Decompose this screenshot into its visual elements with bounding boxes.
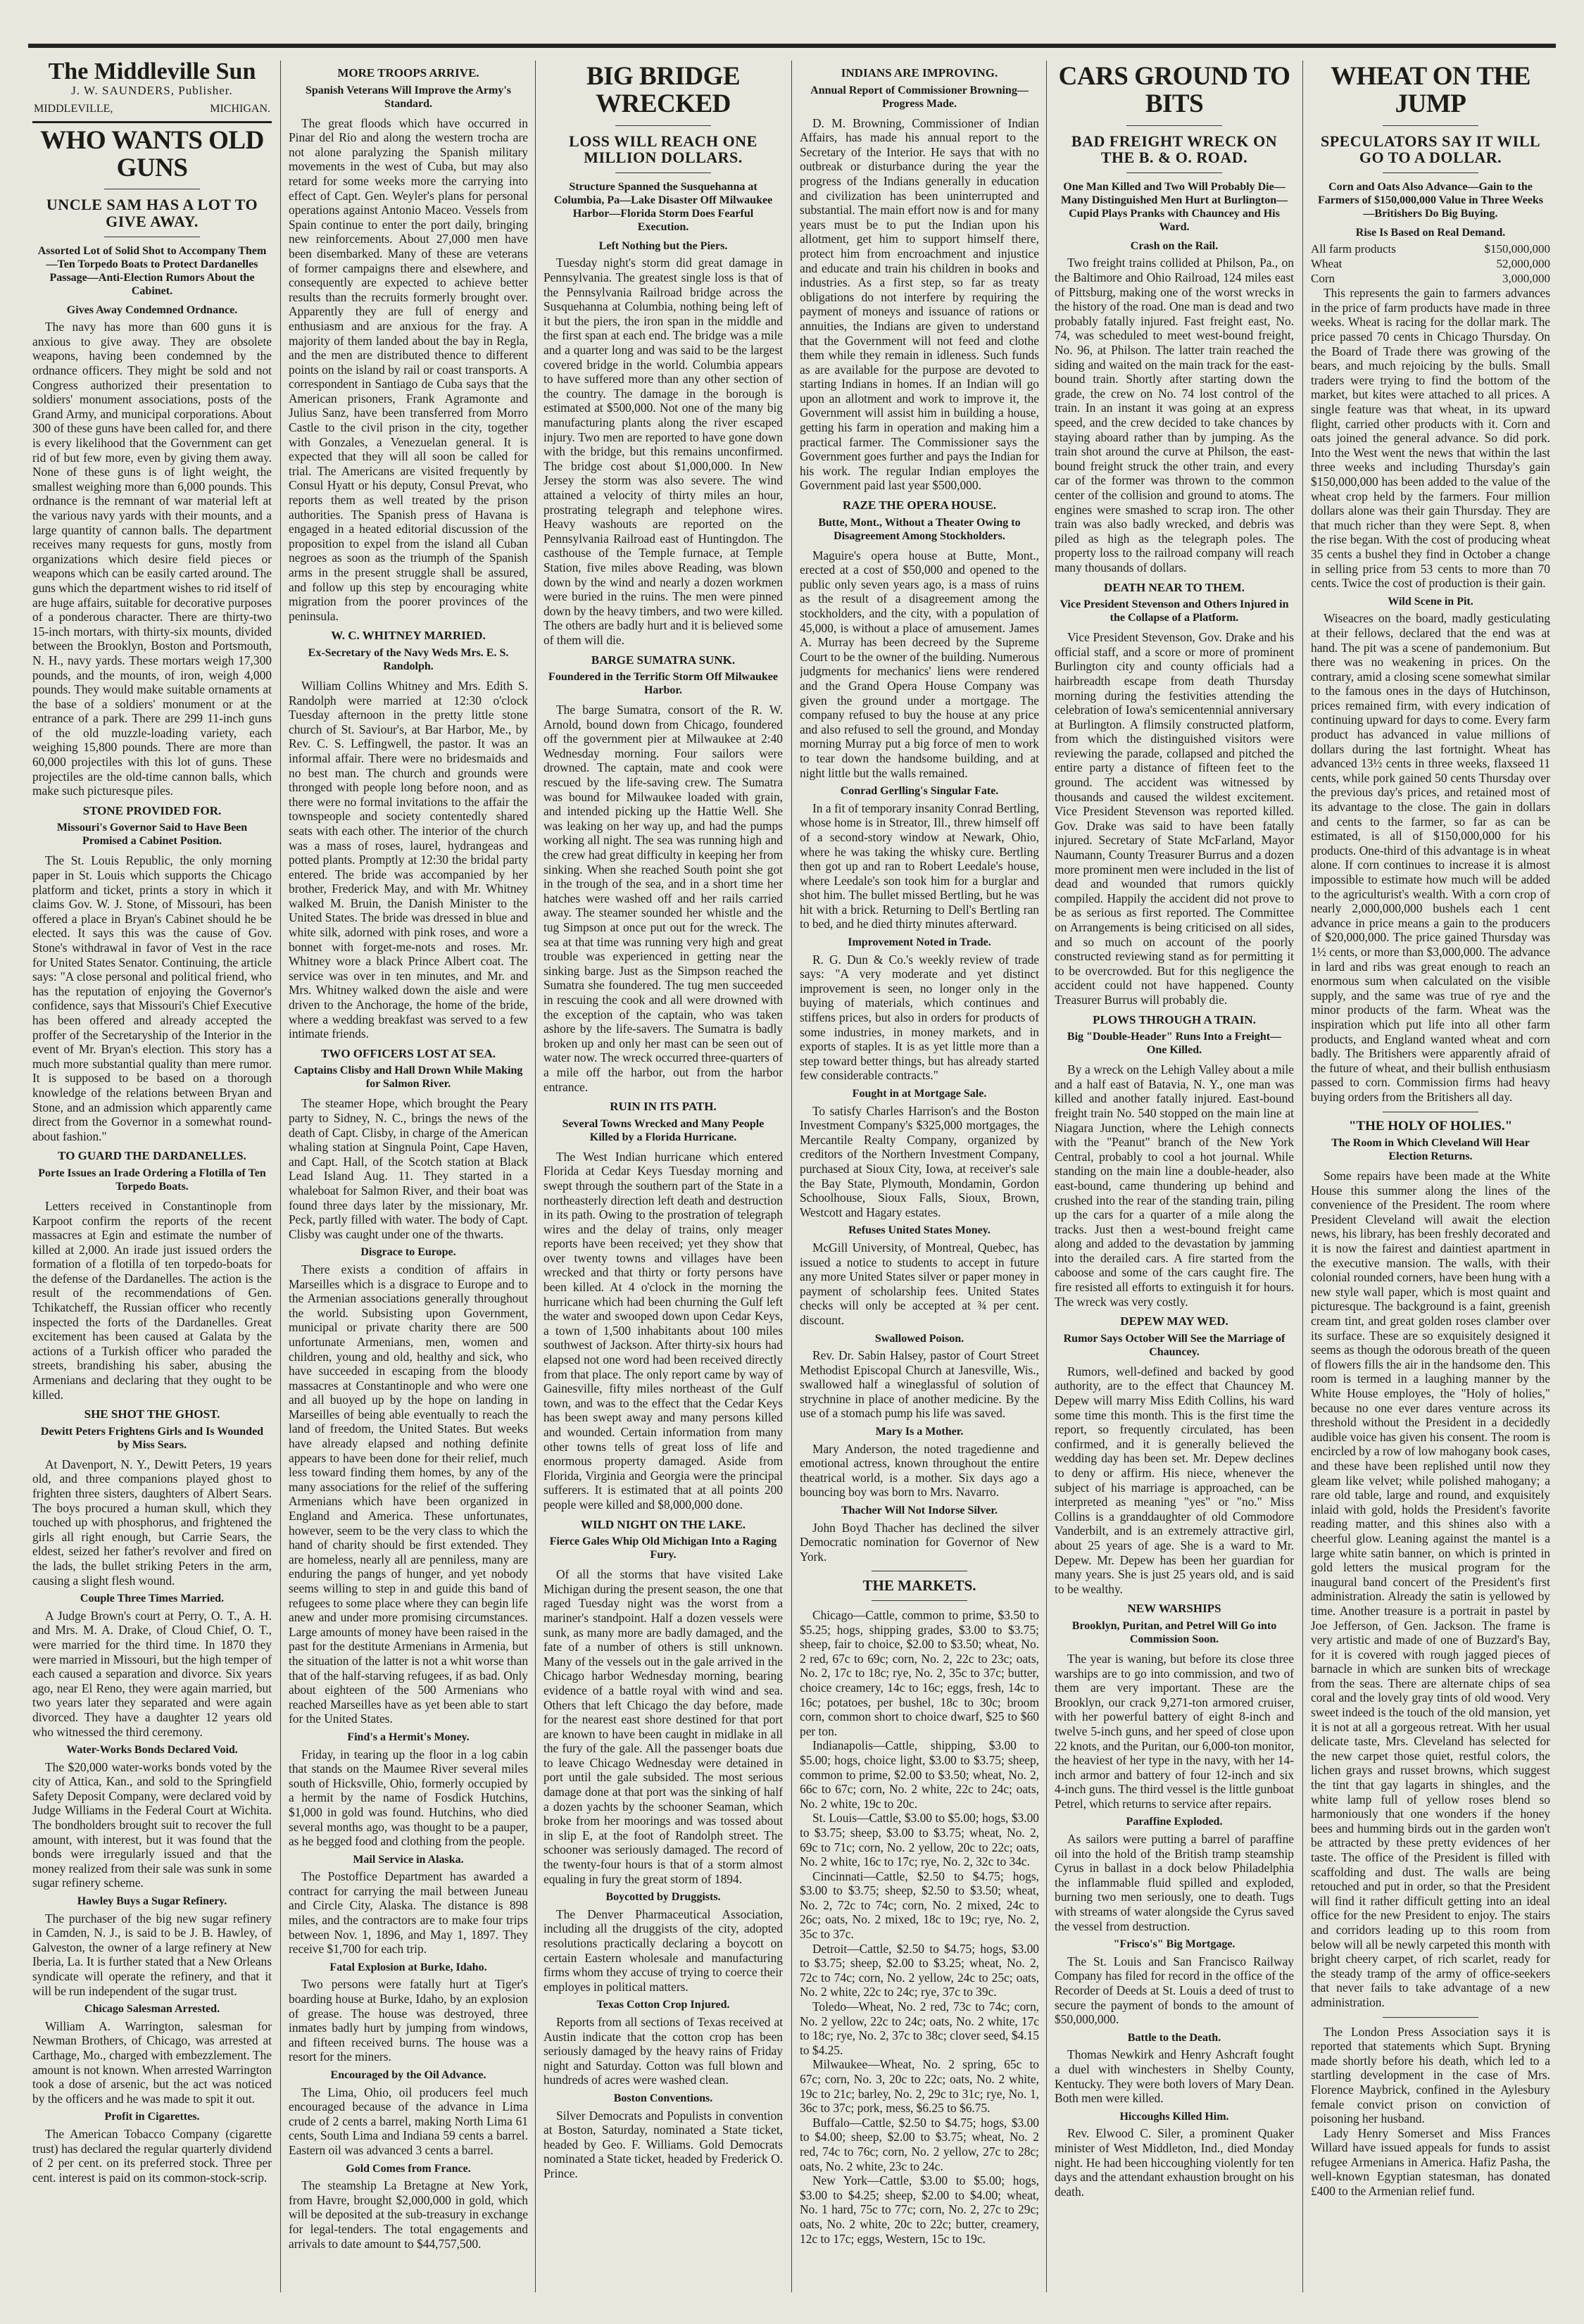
article-body: D. M. Browning, Commissioner of Indian Affairs, has made his annual report to the Secretary of the Interior. He says that with no outbreak or disturbance during the year the progress of the Indians generally in education and civilization has been uninterrupted and substantial. The main effort now is and for many years must be to put the Indian upon his allotment, get him to support himself there, protect him from encroachment and injustice and educate and train his children in books and industries. As a first step, so far as treaty obligations do not interfere by requiring the payment of moneys and issuance of rations or annuities, the Indians are given to understand that the Government will not feed and clothe them while they remain in idleness. Such funds as are available for the purpose are devoted to starting Indians in homes. If an Indian will go upon an allotment and work to improve it, the Government will assist him in building a house, getting his farm in operation and making him a practical farmer. The Commissioner says the Government goes further and pays the Indian for his work. The regular Indian employes the Government paid last year $500,000. xyxy=(800,115,1039,493)
deck: Corn and Oats Also Advance—Gain to the Farmers of $150,000,000 Value in Three Weeks—Britishers Do Big Buying. xyxy=(1318,180,1543,220)
article-body: Silver Democrats and Populists in convention at Boston, Saturday, nominated a State ticket, headed by Geo. F. Williams. Gold Democrats nominated a State ticket, headed by Frederick O. Prince. xyxy=(543,2108,783,2180)
article-deck: Brooklyn, Puritan, and Petrel Will Go into Commission Soon. xyxy=(1071,1619,1277,1645)
article-deck: Fierce Gales Whip Old Michigan Into a Raging Fury. xyxy=(549,1535,777,1562)
section-title: Boycotted by Druggists. xyxy=(605,1891,721,1904)
section-title: Fought in at Mortgage Sale. xyxy=(852,1088,987,1100)
article-deck: Big "Double-Header" Runs Into a Freight—One Killed. xyxy=(1067,1031,1282,1057)
article-body: The steamship La Bretagne at New York, from Havre, brought $2,000,000 in gold, which will be deposited at the sub-treasury in exchange for legal-tenders. The total engagements and arrivals to date amount to $44,757,500. xyxy=(289,2178,528,2251)
farm-gain-row xyxy=(1311,272,1550,287)
section-title: Improvement Noted in Trade. xyxy=(848,936,991,949)
dateline xyxy=(34,102,270,117)
article-body: William A. Warrington, salesman for Newman Brothers, of Chicago, was arrested at Carthage, Mo., charged with embezzlement. The amount is not known. When arrested Warrington took a dose of arsenic, but the act was noticed by the officers and he was made to spit it out. xyxy=(32,2018,272,2106)
article-deck: Missouri's Governor Said to Have Been Promised a Cabinet Position. xyxy=(56,822,248,848)
column-6 xyxy=(1311,61,1550,2292)
separator xyxy=(1383,172,1478,173)
article-deck: Dewitt Peters Frightens Girls and Is Wounded by Miss Sears. xyxy=(40,1425,264,1451)
article-body: By a wreck on the Lehigh Valley about a mile and a half east of Batavia, N. Y., one man was killed and another fatally injured. East-bound freight train No. 540 stopped on the main line at Niagara Junction, where the Lehigh connects with the "Peanut" branch of the New York Central, probably to cool a hot journal. While standing on the main line a double-header, also east-bound, came thundering up behind and crushed into the rear of the standing train, piling up the cars for a quarter of a mile along the tracks. Just then a west-bound freight came along and added to the devastation by jamming into the derailed cars. A fire started from the caboose and some of the cars caught fire. The fire resisted all efforts to extinguish it for hours. The wreck was very costly. xyxy=(1055,1062,1294,1309)
separator xyxy=(1126,125,1222,126)
article-body: The London Press Association says it is reported that statements which Supt. Bryning made shortly before his death, which led to a startling development in the case of Mrs. Florence Maybrick, confined in the Aylesbury female convict prison on conviction of poisoning her husband. xyxy=(1311,2024,1550,2126)
markets-list xyxy=(800,1608,1039,2246)
market-report: Cincinnati—Cattle, $2.50 to $4.75; hogs, $3.00 to $3.75; sheep, $2.50 to $3.50; wheat, No. 2, 72c to 74c; corn, No. 2 mixed, 24c to 26c; oats, No. 2 mixed, 18c to 19c; rye, No. 2, 35c to 37c. xyxy=(800,1868,1039,1942)
article-body: Two freight trains collided at Philson, Pa., on the Baltimore and Ohio Railroad, 124 miles east of Pittsburg, making one of the worst wrecks in the history of the road. One man is dead and two probably fatally injured. Fast freight east, No. 74, was scheduled to meet west-bound freight, No. 96, at Philson. The latter train reached the siding and waited on the main track for the east-bound train. Shortly after starting down the grade, the crew on No. 74 lost control of the train. In an instant it was going at an express speed, and the crew decided to take chances by staying aboard rather than by jumping. As the train shot around the curve at Philson, the east-bound freight struck the other train, and every car of the former was thrown to the common center of the collision and ground to atoms. The engines were smashed to scrap iron. The other train was also badly wrecked, and debris was piled as high as the telegraph poles. The property loss to the railroad company will reach many thousands of dollars. xyxy=(1055,256,1294,574)
column-3 xyxy=(543,61,783,2292)
article-body: The American Tobacco Company (cigarette trust) has declared the regular quarterly dividend of 2 per cent. on its preferred stock. Three per cent. interest is paid on its common-stock-scrip. xyxy=(32,2126,272,2185)
article-body: The barge Sumatra, consort of the R. W. Arnold, bound down from Chicago, foundered off the government pier at Milwaukee at 2:40 Wednesday morning. Four sailors were drowned. The captain, mate and cook were rescued by the life-saving crew. The Sumatra was bound for Milwaukee loaded with grain, and intended picking up the Hattie Well. She was leaking on her way up, and had the pumps working all night. The sea was running high and the crew had great difficulty in keeping her from sinking. When she reached South point she got in the trough of the sea, and in a short time her hatches were washed off and her rails carried away. The steamer sounded her whistle and the tug Simpson at once put out for the wreck. The sea at that time was running very high and great trouble was experienced in getting near the sinking barge. Just as the Simpson reached the Sumatra she foundered. The tug men succeeded in rescuing the cook and all were drowned with the exception of the captain, who was taken ashore by the life-savers. The Sumatra is badly broken up and only her mast can be seen out of water now. The wreck occurred three-quarters of a mile off the harbor, out from the harbor entrance. xyxy=(543,703,783,1094)
separator xyxy=(872,1600,967,1601)
article-body: The Denver Pharmaceutical Association, including all the druggists of the city, adopted resolutions practically declaring a boycott on certain Eastern wholesale and manufacturing firms whom they accuse of trying to coerce their employes in political matters. xyxy=(543,1907,783,1994)
article-body: Some repairs have been made at the White House this summer along the lines of the convenience of the President. The room where President Cleveland will await the election news, his library, has been freshly decorated and it is now the fairest and daintiest apartment in the executive mansion. The walls, with their colonial rounded corners, have been hung with a new style wall paper, which is most quaint and picturesque. The background is a faint, greenish cream tint, and great golden roses clamber over its surface. These are so exquisitely designed it seems as though the odorous breath of the queen of flowers fills the air in the handsome den. This room is termed in a laughing manner by the White House employes, the "Holy of holies," because no one ever dares venture across its threshold without the President in a decidedly audible voice has given his consent. The room is encircled by a row of low mahogany book cases, and these have been replished until now they gleam like velvet; while polished mahogany; a rare old table, large and round, and exquisitely inlaid with gold, holds the President's favorite reading matter, and this shines also with a cheerful glow. Leaning against the mantel is a large white satin banner, on which is printed in gold letters the musical program for the inaugural band concert of the President's first administration. Already the satin is yellowed by time. Another treasure is a portrait in pastel by Joe Jefferson, of Gen. Jackson. The frame is very artistic and made of one of Buzzard's Bay, for it is covered with rough jagged pieces of barnacle in which are sunken bits of wreckage from the seas. There are alternate chips of sea coral and the lovely gray tints of old wood. Very sweet indeed is the touch of the old mansion, yet it is not at all a gorgeous retreat. With her usual delicate taste, Mrs. Cleveland has selected for the new carpet those quiet, restful colors, the lichen grays and russet browns, which suggest the tint that gay lagarts in shingles, and the white lamp full of yellow roses blend so harmoniously that one wonders if the honey bees and humming birds out in the garden won't be attracted by these pretty evidences of her taste. The office of the President is filled with scaffolding and dust. The walls are being retouched and put in order, so that the President will find it rather difficult getting into an ideal office for the new President to enjoy. The stairs and corridors leading up to this room from below will all be newly carpeted this month with bright cheery carpet, of rich scarlet, ready for the steady tramp of the army of office-seekers that never fails to take advantage of a new administration. xyxy=(1311,1169,1550,2009)
article-body: Rev. Dr. Sabin Halsey, pastor of Court Street Methodist Episcopal Church at Janesville, Wis., swallowed half a wineglassful of solution of strychnine in place of another medicine. By the use of a stomach pump his life was saved. xyxy=(800,1348,1039,1421)
market-report: Detroit—Cattle, $2.50 to $4.75; hogs, $3.00 to $3.75; sheep, $2.00 to $3.25; wheat, No. 2, 72c to 74c; corn, No. 2 yellow, 24c to 25c; oats, No. 2 white, 22c to 24c; rye, 37c to 39c. xyxy=(800,1941,1039,1999)
article-head: NEW WARSHIPS xyxy=(1127,1602,1221,1616)
farm-gain-label: Wheat xyxy=(1311,257,1343,271)
section-title: Disgrace to Europe. xyxy=(360,1246,456,1259)
article-deck: Captains Clisby and Hall Drown While Making for Salmon River. xyxy=(294,1064,523,1091)
article-deck: The Room in Which Cleveland Will Hear Election Returns. xyxy=(1331,1137,1530,1163)
section-title: Thacher Will Not Indorse Silver. xyxy=(841,1505,998,1517)
separator xyxy=(615,125,711,126)
article-body: Thomas Newkirk and Henry Ashcraft fought a duel with winchesters in Shelby County, Kentucky. They were both lovers of Mary Dean. Both men were killed. xyxy=(1055,2047,1294,2106)
column-rule xyxy=(1302,61,1303,2292)
article-head: MORE TROOPS ARRIVE. xyxy=(337,66,479,80)
article-body: There exists a condition of affairs in Marseilles which is a disgrace to Europe and to the Armenian associations generally throughout the world. Subsisting upon Government, municipal or private charity there are 500 unfortunate Armenians, men, women and children, young and old, healthy and sick, who have succeeded in escaping from the bloody massacres at Constantinople and who were one and all buoyed up by the hope on landing in Marseilles of being able eventually to reach the land of freedom, the United States. But weeks have already elapsed and nothing definite appears to have been done for their relief, much less toward finding them homes, by any of the many associations for the relief of the suffering Armenians which have been organized in England and America. These unfortunates, however, seem to be the very class to which the hand of charity should be first extended. They are homeless, nearly all are penniless, many are enduring the pangs of hunger, and yet nobody seems willing to step in and guide this band of refugees to some place where they can begin life anew and under more promising circumstances. Large amounts of money have been raised in the past for the destitute Armenians in Armenia, but the situation of the latter is not a whit worse than that of the half-starving refugees, if as bad. Only about eighteen of the 500 Armenians who reached Marseilles have as yet been able to start for the United States. xyxy=(289,1262,528,1726)
article-head: SHE SHOT THE GHOST. xyxy=(84,1407,220,1421)
article-head: STONE PROVIDED FOR. xyxy=(82,803,222,817)
article-body: John Boyd Thacher has declined the silver Democratic nomination for Governor of New York. xyxy=(800,1520,1039,1564)
farm-gain-row xyxy=(1311,242,1550,257)
column-rule xyxy=(280,61,281,2292)
section-title: Gives Away Condemned Ordnance. xyxy=(66,303,238,316)
publisher-line: J. W. SAUNDERS, Publisher. xyxy=(71,83,233,97)
article-body: As sailors were putting a barrel of paraffine oil into the hold of the British tramp steamship Cyrus in ballast in a dock below Philadelphia the inflammable fluid spilled and exploded, burning two men seriously, one to death. Tugs with streams of water alongside the Cyrus saved the vessel from destruction. xyxy=(1055,1832,1294,1933)
separator xyxy=(1383,2017,1478,2018)
article-deck: Butte, Mont., Without a Theater Owing to Disagreement Among Stockholders. xyxy=(818,516,1021,542)
article-body: Of all the storms that have visited Lake Michigan during the present season, the one that raged Tuesday night was the worst from a mariner's standpoint. Half a dozen vessels were sunk, as many more are badly damaged, and the fate of a number of others is still unknown. Many of the vessels out in the gale arrived in the Chicago harbor Wednesday morning, bearing evidence of a battle royal with wind and sea. Others that left Chicago the day before, made for the nearest east shore destined for that port are known to have been caught in midlake in all the fury of the gale. All the passenger boats due to leave Chicago Wednesday were detained in port until the gale subsided. The most serious damage done at that port was the sinking of half a dozen yachts by the schooner Seaman, which broke from her moorings and was tossed about in slip E, at the foot of Randolph street. The schooner was seriously damaged. The record of the twenty-four hours is that of a storm almost equaling in fury the great storm of 1894. xyxy=(543,1567,783,1886)
market-report: Chicago—Cattle, common to prime, $3.50 to $5.25; hogs, shipping grades, $3.00 to $3.75; sheep, fair to choice, $2.00 to $3.50; wheat, No. 2 red, 67c to 69c; corn, No. 2, 22c to 23c; oats, No. 2, 17c to 18c; rye, No. 2, 35c to 37c; butter, choice creamery, 14c to 16c; eggs, fresh, 14c to 16c; potatoes, per bushel, 18c to 30c; broom corn, common short to choice dwarf, $25 to $60 per ton. xyxy=(800,1608,1039,1738)
deck: One Man Killed and Two Will Probably Die—Many Distinguished Men Hurt at Burlington—Cupid Plays Pranks with Chauncey and His Ward. xyxy=(1060,180,1288,233)
article-body: The St. Louis and San Francisco Railway Company has filed for record in the office of the Recorder of Deeds at St. Louis a deed of trust to secure the payment of bonds to the amount of $50,000,000. xyxy=(1055,1954,1294,2027)
article-body: Lady Henry Somerset and Miss Frances Willard have issued appeals for funds to assist refugee Armenians in America. Hafiz Pasha, the well-known Egyptian statesman, has donated £400 to the Armenian relief fund. xyxy=(1311,2125,1550,2199)
section-title: Battle to the Death. xyxy=(1127,2031,1221,2044)
section-title: Rise Is Based on Real Demand. xyxy=(1355,226,1506,239)
article-head: W. C. WHITNEY MARRIED. xyxy=(331,629,486,643)
section-title: Wild Scene in Pit. xyxy=(1388,595,1473,608)
subheadline: LOSS WILL REACH ONE MILLION DOLLARS. xyxy=(569,132,758,166)
paper-name: The Middleville Sun xyxy=(48,61,256,84)
markets-head: THE MARKETS. xyxy=(862,1577,976,1595)
article-body: The Lima, Ohio, oil producers feel much encouraged because of the advance in Lima crude of 2 cents a barrel, making North Lima 61 cents, South Lima and Indiana 59 cents a barrel. Eastern oil was advanced 3 cents a barrel. xyxy=(289,2085,528,2157)
section-title: Gold Comes from France. xyxy=(346,2162,471,2175)
deck: Structure Spanned the Susquehanna at Columbia, Pa—Lake Disaster Off Milwaukee Harbor—Florida Storm Does Fearful Execution. xyxy=(553,180,773,233)
column-1 xyxy=(32,61,272,2292)
section-title: Couple Three Times Married. xyxy=(80,1593,225,1605)
subheadline: SPECULATORS SAY IT WILL GO TO A DOLLAR. xyxy=(1320,132,1541,166)
article-head: "THE HOLY OF HOLIES." xyxy=(1348,1118,1513,1133)
article-body: The year is waning, but before its close three warships are to go into commission, and two of them are very important. These are the Brooklyn, our crack 9,271-ton armored cruiser, with her powerful battery of eight 8-inch and twelve 5-inch guns, and her speed of close upon 22 knots, and the Puritan, our 6,000-ton monitor, the heaviest of her type in the navy, with her 14-inch armor and battery of four 12-inch and six 4-inch guns. The third vessel is the little gunboat Petrel, which returns to service after repairs. xyxy=(1055,1651,1294,1811)
market-report: New York—Cattle, $3.00 to $5.00; hogs, $3.00 to $4.25; sheep, $2.00 to $4.00; wheat, No. 1 hard, 75c to 77c; corn, No. 2, 27c to 29c; oats, No. 2 white, 20c to 22c; butter, creamery, 12c to 17c; eggs, Western, 15c to 19c. xyxy=(800,2173,1039,2246)
article-head: BARGE SUMATRA SUNK. xyxy=(591,653,736,667)
article-body: McGill University, of Montreal, Quebec, has issued a notice to students to accept in future any more United States silver or paper money in payment of scholarship fees. United States checks will only be accepted at ¾ per cent. discount. xyxy=(800,1240,1039,1327)
article-head: TWO OFFICERS LOST AT SEA. xyxy=(321,1046,496,1060)
section-title: Encouraged by the Oil Advance. xyxy=(330,2069,486,2081)
article-deck: Vice President Stevenson and Others Injured in the Collapse of a Platform. xyxy=(1060,598,1289,624)
section-title: Boston Conventions. xyxy=(613,2092,713,2104)
article-head: DEPEW MAY WED. xyxy=(1120,1314,1228,1329)
article-body: The St. Louis Republic, the only morning paper in St. Louis which supports the Chicago platform and ticket, prints a story in which it claims Gov. W. J. Stone, of Missouri, has been offered a place in Bryan's Cabinet should he be elected. It says this was the cause of Gov. Stone's withdrawal in favor of Vest in the race for United States Senator. Continuing, the article says: "A close personal and political friend, who has the reputation of enjoying the Governor's confidence, says that Missouri's Chief Executive has been offered and already accepted the proffer of the Secretaryship of the Interior in the event of Mr. Bryan's election. This story has a much more substantial quality than mere rumor. It is supposed to be based on a thorough knowledge of the relations between Bryan and Stone, and an admission which apparently came direct from the Governor in a somewhat round-about fashion." xyxy=(32,853,272,1143)
deck: Assorted Lot of Solid Shot to Accompany Them—Ten Torpedo Boats to Protect Dardanelles Passage—Anti-Election Rumors About the Cabinet. xyxy=(37,244,267,297)
farm-gain-row xyxy=(1311,257,1550,272)
article-body: Rev. Elwood C. Siler, a prominent Quaker minister of West Middleton, Ind., died Monday night. He had been hiccoughing violently for ten days and the attendant exhaustion brought on his death. xyxy=(1055,2126,1294,2199)
subheadline: UNCLE SAM HAS A LOT TO GIVE AWAY. xyxy=(46,196,258,230)
subheadline: BAD FREIGHT WRECK ON THE B. & O. ROAD. xyxy=(1071,132,1278,166)
headline: WHEAT ON THE JUMP xyxy=(1331,62,1530,118)
masthead-rule xyxy=(32,121,272,123)
article-body: Mary Anderson, the noted tragedienne and emotional actress, known throughout the entire theatrical world, is a mother. Six days ago a bouncing boy was born to Mrs. Navarro. xyxy=(800,1441,1039,1500)
market-report: Milwaukee—Wheat, No. 2 spring, 65c to 67c; corn, No. 3, 20c to 22c; oats, No. 2 white, 19c to 21c; barley, No. 2, 29c to 31c; rye, No. 1, 36c to 37c; pork, mess, $6.25 to $6.75. xyxy=(800,2057,1039,2116)
article-body: Letters received in Constantinople from Karpoot confirm the reports of the recent massacres at Egin and estimate the number of killed at 2,000. An irade just issued orders the formation of a flotilla of ten torpedo-boats for the defense of the Dardanelles. The action is the result of the recommendations of Gen. Tchikatcheff, the Russian officer who recently inspected the forts of the Dardanelles. Great excitement has been caused at Galata by the actions of a Turkish officer who paraded the streets, brandishing his saber, abusing the Armenians and declaring that they ought to be killed. xyxy=(32,1198,272,1402)
section-title: Find's a Hermit's Money. xyxy=(347,1731,470,1743)
article-body: Vice President Stevenson, Gov. Drake and his official staff, and a score or more of prominent Burlington city and county officials had a hairbreadth escape from death Thursday morning during the festivities attending the celebration of Iowa's semicentennial anniversary at Burlington. A flimsily constructed platform, from which the distinguished visitors were reviewing the parade, collapsed and pitched the entire party a distance of fifteen feet to the ground. The accident was witnessed by thousands and caused the wildest excitement. Vice President Stevenson was reported killed. Gov. Drake was said to have been fatally injured. Secretary of State McFarland, Mayor Naumann, County Treasurer Burrus and a dozen more prominent men were included in the list of dead and wounded that rumors quickly compiled. Happily the accident did not prove to be as serious as first reported. The Committee on Arrangements is being criticised on all sides, and so much on account of the poorly constructed reviewing stand as for permitting it to be overcrowded. But for this negligence the accident could not have happened. County Treasurer Burrus will probably die. xyxy=(1055,630,1294,1007)
market-report: Toledo—Wheat, No. 2 red, 73c to 74c; corn, No. 2 yellow, 22c to 24c; oats, No. 2 white, 17c to 18c; rye, No. 2, 37c to 38c; clover seed, $4.15 to $4.25. xyxy=(800,1999,1039,2057)
section-title: Crash on the Rail. xyxy=(1130,239,1219,252)
farm-gain-value: 3,000,000 xyxy=(1502,271,1550,285)
farm-gain-table xyxy=(1311,242,1550,286)
headline: WHO WANTS OLD GUNS xyxy=(40,125,264,182)
market-report: Buffalo—Cattle, $2.50 to $4.75; hogs, $3.00 to $4.00; sheep, $2.00 to $3.75; wheat, No. 2 red, 74c to 76c; corn, No. 2 yellow, 27c to 28c; oats, No. 2 white, 23c to 24c. xyxy=(800,2115,1039,2173)
article-body: The steamer Hope, which brought the Peary party to Sidney, N. C., brings the news of the death of Capt. Clisby, in charge of the American whaling station at Singnula Point, Cape Haven, and Capt. Hall, of the Scotch station at Black Lead Island Aug. 11. They started in a whaleboat for Salmon River, and their boat was found three days later by the missionary, Mr. Peck, partly filled with water. The body of Capt. Clisby was caught under one of the thwarts. xyxy=(289,1096,528,1241)
article-body: The purchaser of the big new sugar refinery in Camden, N. J., is said to be J. B. Hawley, of Galveston, the owner of a large refinery at New Iberia, La. It is further stated that a New Orleans syndicate will operate the refinery, and that it will be run independent of the sugar trust. xyxy=(32,1911,272,1998)
article-body: Maguire's opera house at Butte, Mont., erected at a cost of $50,000 and opened to the public only seven years ago, is a mass of ruins as the result of a disagreement among the stockholders, and the city, with a population of 45,000, is without a place of amusement. James A. Murray has been decreed by the Supreme Court to be the owner of the building. Numerous judgments for mechanics' liens were rendered and the Grand Opera House Company was given the ground under a mortgage. The company refused to buy the house at any price and also refused to sell the ground, and Monday morning Murray put a big force of men to work to tear down the handsome building, and at night little but the walls remained. xyxy=(800,548,1039,780)
article-head: INDIANS ARE IMPROVING. xyxy=(841,66,998,80)
article-deck: Spanish Veterans Will Improve the Army's Standard. xyxy=(305,84,512,110)
article-head: RAZE THE OPERA HOUSE. xyxy=(843,498,996,513)
section-title: Texas Cotton Crop Injured. xyxy=(596,1999,730,2011)
section-title: Chicago Salesman Arrested. xyxy=(84,2003,220,2016)
farm-gain-value: $150,000,000 xyxy=(1484,242,1550,256)
article-body: Two persons were fatally hurt at Tiger's boarding house at Burke, Idaho, by an explosion of grease. The house was destroyed, three inmates badly hurt by jumping from windows, and fifteen received burns. The house was a resort for the miners. xyxy=(289,1977,528,2064)
article-body: The West Indian hurricane which entered Florida at Cedar Keys Tuesday morning and swept through the southern part of the State in a northeasterly direction left death and destruction in its path. Owing to the prostration of telegraph wires and the delay of trains, only meager reports have been received; yet they show that over twenty towns and villages have been wrecked and that thirty or forty persons have been killed. At 4 o'clock in the morning the hurricane which had been churning the Gulf left the water and swooped down upon Cedar Keys, a town of 1,500 inhabitants about 100 miles southwest of Jackson. After thirty-six hours had elapsed not one word had been received directly from that place. The only report came by way of Gainesville, fifty miles northeast of the Gulf town, and was to the effect that the Cedar Keys has been swept away and many persons killed and wounded. Certain information from many other towns tells of great loss of life and enormous property damaged. Aside from Florida, Virginia and Georgia were the principal sufferers. It is estimated that at all points 200 people were killed and $8,000,000 done. xyxy=(543,1149,783,1512)
article-body: In a fit of temporary insanity Conrad Bertling, whose home is in Streator, Ill., threw himself off of a second-story window at Newark, Ohio, where he was taking the whisky cure. Bertling then got up and ran to Robert Leedale's house, where Leedale's son took him for a burglar and shot him. The bullet missed Bertling, but he was hit with a brick. Returning to Dell's Bertling ran to bed, and he died thirty minutes afterward. xyxy=(800,800,1039,931)
town: MIDDLEVILLE, xyxy=(34,103,113,115)
section-title: Paraffine Exploded. xyxy=(1126,1816,1223,1828)
article-body: The navy has more than 600 guns it is anxious to give away. They are obsolete weapons, having been condemned by the ordnance officers. They might be sold and not Congress authorized their presentation to soldiers' monument associations, posts of the Grand Army, and municipal corporations. About 300 of these guns have been called for, and there is every likelihood that the Government can get rid of but few more, even by giving them away. None of these guns is of light weight, the smallest weighing more than 6,000 pounds. This ordnance is the remnant of war material left at the various navy yards with their mounts, and a large quantity of cannon balls. The department receives many requests for guns, mostly from organizations which desire field pieces or weapons which can be easily carted around. The guns which the department wishes to rid itself of are huge affairs, suitable for decorative purposes of a ponderous character. There are thirty-two 15-inch mortars, with thirty-six mounts, divided between the Brooklyn, Boston and Portsmouth, N. H., navy yards. These mortars weigh 17,300 pounds, and the mounts, of iron, weigh 4,000 pounds. They would make suitable ornaments at the base of a soldiers' monument or at the entrance of a park. There are 299 11-inch guns of the old muzzle-loading variety, each weighing 15,800 pounds. There are more than 60,000 projectiles with this lot of guns. These projectiles are the old-time cannon balls, which make such picturesque piles. xyxy=(32,320,272,798)
headline: CARS GROUND TO BITS xyxy=(1058,62,1290,118)
market-report: Indianapolis—Cattle, shipping, $3.00 to $5.00; hogs, choice light, $3.00 to $3.75; sheep, common to prime, $2.00 to $3.50; wheat, No. 2, 66c to 67c; corn, No. 2 white, 22c to 24c; oats, No. 2 white, 19c to 20c. xyxy=(800,1738,1039,1811)
separator xyxy=(615,172,711,173)
article-body: Rumors, well-defined and backed by good authority, are to the effect that Chauncey M. Depew will marry Miss Edith Collins, his ward some time this month. This is the first time the report, so frequently circulated, has been confirmed, and it is generally believed the wedding day has been set. Mr. Depew declines to deny or affirm. His niece, whenever the subject of his marriage is approached, can be interpreted as meaning "yes" or "no." Miss Collins is a granddaughter of old Commodore Vanderbilt, and is an extremely attractive girl, about 25 years of age. She is a ward to Mr. Depew. Mr. Depew has been her guardian for many years. She is just 25 years old, and is said to be wealthy. xyxy=(1055,1364,1294,1596)
article-head: WILD NIGHT ON THE LAKE. xyxy=(580,1517,746,1531)
article-body: William Collins Whitney and Mrs. Edith S. Randolph were married at 12:30 o'clock Tuesday afternoon in the pretty little stone church of St. Saviour's, at Bar Harbor, Me., by Rev. C. S. Leffingwell, the pastor. It was an informal affair. There were no bridesmaids and no best man. The church and grounds were thronged with people long before noon, and as there were no formal invitations to the affair the townspeople and society contentedly shared seats with each other. The interior of the church was a mass of roses, laurel, hydrangeas and potted plants. Promptly at 12:30 the bridal party entered. The bride was accompanied by her brother, Frederick May, and with Mr. Whitney walked M. Bruin, the Danish Minister to the United States. The bride was dressed in blue and white silk, adorned with pink roses, and wore a bonnet with forget-me-nots and roses. Mr. Whitney wore a black Prince Albert coat. The service was over in ten minutes, and Mr. and Mrs. Whitney walked down the aisle and were driven to the Anchorage, the home of the bride, where a wedding breakfast was served to a few intimate friends. xyxy=(289,678,528,1041)
column-4 xyxy=(800,61,1039,2292)
article-body: To satisfy Charles Harrison's and the Boston Investment Company's $325,000 mortgages, the Mercantile Realty Company, organized by creditors of the Northern Investment Company, purchased at Sioux City, Iowa, at receiver's sale the Bay State, Plymouth, Mondamin, Gordon Schoolhouse, Sioux Falls, Sioux, Brown, Westcott and Hagary estates. xyxy=(800,1103,1039,1219)
article-body: The Postoffice Department has awarded a contract for carrying the mail between Juneau and Circle City, Alaska. The distance is 898 miles, and the contractors are to make four trips between Nov. 1, 1896, and May 1, 1897. They receive $1,700 for each trip. xyxy=(289,1869,528,1956)
farm-gain-label: Corn xyxy=(1311,271,1335,285)
section-title: Hawley Buys a Sugar Refinery. xyxy=(77,1895,227,1908)
article-head: PLOWS THROUGH A TRAIN. xyxy=(1093,1012,1256,1026)
farm-gain-value: 52,000,000 xyxy=(1496,257,1550,271)
section-title: Mail Service in Alaska. xyxy=(353,1853,464,1866)
column-rule xyxy=(535,61,536,2292)
section-title: Hiccoughs Killed Him. xyxy=(1119,2110,1229,2123)
section-title: Left Nothing but the Piers. xyxy=(598,239,728,252)
section-title: Mary Is a Mother. xyxy=(875,1426,964,1438)
newspaper-page xyxy=(28,44,1556,2301)
article-head: DEATH NEAR TO THEM. xyxy=(1104,580,1245,594)
section-title: Swallowed Poison. xyxy=(874,1332,964,1345)
section-title: Profit in Cigarettes. xyxy=(104,2111,200,2123)
article-body: A Judge Brown's court at Perry, O. T., A. H. and Mrs. M. A. Drake, of Cloud Chief, O. T., were married for the third time. In 1870 they were married in Missouri, but the high temper of each caused a separation and divorce. Six years ago, near El Reno, they were again married, but two years later they separated and were again divorced. They have a daughter 12 years old who witnessed the third ceremony. xyxy=(32,1608,272,1739)
article-body: The great floods which have occurred in Pinar del Rio and along the western trocha are not alone paralyzing the Spanish military movements in the west of Cuba, but may also retard for some weeks more the carrying into effect of Capt. Gen. Weyler's plans for personal operations against Antonio Maceo. Vessels from Spain continue to enter the port daily, bringing new reinforcements. About 27,000 men have been disembarked. Many of these are veterans of former campaigns there and elsewhere, and consequently are expected to achieve better results than the recruits formerly brought over. Apparently they are full of energy and enthusiasm and are anxious for the fray. A majority of them landed about the bay in Regla, and the men are distributed thence to different points on the island by rail or coast transports. A correspondent in Santiago de Cuba says that the American prisoners, Frank Agramonte and Julius Sanz, have been transferred from Morro Castle to the civil prison in the city, together with Gonzales, a Venezuelan general. It is expected that they will all soon be called for trial. The Americans are visited frequently by Consul Hyatt or his deputy, Consul Prevat, who reports them as well treated by the prison authorities. The Spanish press of Havana is engaged in a heated editorial discussion of the proposition to expel from the island all Cuban negroes as soon as the triumph of the Spanish arms in the present struggle shall be assured, and follow up this step by encouraging white migration from the poorer provinces of the peninsula. xyxy=(289,115,528,623)
farm-gain-label: All farm products xyxy=(1311,242,1396,256)
section-title: Fatal Explosion at Burke, Idaho. xyxy=(329,1961,487,1973)
section-title: "Frisco's" Big Mortgage. xyxy=(1113,1938,1236,1951)
article-body: Wiseacres on the board, madly gesticulating at their fellows, declared that the end was at hand. The pit was a scene of pandemonium. But there was no weakening in prices. On the contrary, amid a closing scene somewhat similar to the famous ones in the days of Hutchinson, prices remained firm, with every indication of continuing upward for days to come. Every farm product has advanced in value millions of dollars during the last fortnight. Wheat has advanced 13½ cents in three weeks, flaxseed 11 cents, while pork gained 50 cents Thursday over the previous day's prices, and retained most of its advantage to the close. The gain in dollars and cents to the farmer, so far as can be estimated, is all of $150,000,000 for his products. One-third of this advantage is in wheat alone. If corn continues to increase it is almost impossible to estimate how much will be added to the agriculturist's wealth. With a corn crop of nearly 2,000,000,000 bushels each 1 cent advance in price means a gain to the producers of $20,000,000. The price gained Thursday was 1½ cents, or more than $3,000,000. The advance in lard and ribs was great enough to reach an enormous sum when calculated on the visible supply, and the same was true of rye and the minor products of the farm. Wheat was the inspiration which put life into all other farm products, and England wanted wheat and corn badly. The Britishers were apparently afraid of the future of wheat, and their bullish enthusiasm passed to corn. Commission firms had heavy buying orders from the Britishers all day. xyxy=(1311,611,1550,1104)
article-head: RUIN IN ITS PATH. xyxy=(610,1100,717,1114)
column-rule xyxy=(791,61,792,2292)
section-title: Refuses United States Money. xyxy=(848,1224,991,1237)
market-report: St. Louis—Cattle, $3.00 to $5.00; hogs, $3.00 to $3.75; sheep, $3.00 to $3.75; wheat, No. 2, 69c to 71c; corn, No. 2 yellow, 20c to 22c; oats, No. 2 white, 16c to 17c; rye, No. 2, 32c to 34c. xyxy=(800,1811,1039,1869)
state: MICHIGAN. xyxy=(210,103,270,115)
article-body: At Davenport, N. Y., Dewitt Peters, 19 years old, and three companions played ghost to frighten three sisters, daughters of Albert Sears. The boys procured a human skull, which they touched up with phosphorus, and frightened the girls all right enough, but Carrie Sears, the eldest, seized her father's revolver and fired on the lads, the bullet striking Peters in the arm, causing a slight flesh wound. xyxy=(32,1457,272,1588)
article-head: TO GUARD THE DARDANELLES. xyxy=(58,1149,246,1163)
headline: BIG BRIDGE WRECKED xyxy=(586,62,741,118)
article-deck: Porte Issues an Irade Ordering a Flotilla of Ten Torpedo Boats. xyxy=(38,1167,266,1193)
article-deck: Ex-Secretary of the Navy Weds Mrs. E. S. Randolph. xyxy=(308,646,509,672)
column-rule xyxy=(1046,61,1047,2292)
article-body: Friday, in tearing up the floor in a log cabin that stands on the Maumee River several miles south of Hicksville, Ohio, formerly occupied by a hermit by the name of Fosdick Hutchins, $1,000 in gold was found. Hutchins, who died several months ago, was thought to be a pauper, as he begged food and clothing from the people. xyxy=(289,1747,528,1849)
article-deck: Foundered in the Terrific Storm Off Milwaukee Harbor. xyxy=(548,671,778,697)
column-5 xyxy=(1055,61,1294,2292)
article-body: Tuesday night's storm did great damage in Pennsylvania. The greatest single loss is that of the Pennsylvania Railroad bridge across the Susquehanna at Columbia, nothing being left of it but the piers, the iron span in the middle and the first span at each end. The bridge was a mile and a quarter long and was said to be the largest covered bridge in the world. Columbia appears to have suffered more than any other section of the country. The damage in the borough is estimated at $500,000. Not one of the many big manufacturing plants along the river escaped injury. Two men are reported to have gone down with the bridge, but this remains unconfirmed. The bridge cost about $1,000,000. In New Jersey the storm was also severe. The wind attained a velocity of thirty miles an hour, prostrating telegraph and telephone wires. Heavy washouts are reported on the Pennsylvania Railroad east of Huntingdon. The casthouse of the Temple furnace, at Temple Station, five miles above Reading, was blown down by the wind and nearly a dozen workmen were buried in the ruins. The men were pinned down by the heavy timbers, and two were killed. The others are badly hurt and it is believed some of them will die. xyxy=(543,256,783,647)
article-deck: Several Towns Wrecked and Many People Killed by a Florida Hurricane. xyxy=(562,1117,765,1143)
article-body: Reports from all sections of Texas received at Austin indicate that the cotton crop has been seriously damaged by the heavy rains of Friday night and Saturday. Cotton was full blown and hundreds of acres were washed clean. xyxy=(543,2014,783,2087)
article-deck: Annual Report of Commissioner Browning—Progress Made. xyxy=(810,84,1029,110)
article-body: R. G. Dun & Co.'s weekly review of trade says: "A very moderate and yet distinct improvement is seen, no longer only in the buying of materials, which continues and stiffens prices, but also in orders for products of some industries, in money markets, and in exports of staples. It is as yet little more than a step toward better things, but has already started few considerable contracts." xyxy=(800,952,1039,1083)
article-body: This represents the gain to farmers advances in the price of farm products have made in three weeks. Wheat is racing for the dollar mark. The price passed 70 cents in Chicago Thursday. On the Board of Trade there was growing of the bears, and much rejoicing by the bulls. Small traders were trying to find the bottom of the market, but kites were attached to all prices. A single feature was that wheat, in its upward flight, carried other products with it. Corn and oats joined the general advance. So did pork. Into the West went the news that within the last three weeks and including Thursday's gain $150,000,000 has been added to the value of the wheat crop held by the farmers. Four million dollars alone was their gain Thursday. They are that much richer than they were Sept. 8, when the rise began. With the cost of producing wheat 35 cents a bushel they find in October a change in selling price from 53 cents to more than 70 cents. Twice the cost of production is their gain. xyxy=(1311,286,1550,591)
section-title: Water-Works Bonds Declared Void. xyxy=(66,1744,238,1757)
separator xyxy=(1383,125,1478,126)
article-deck: Rumor Says October Will See the Marriage of Chauncey. xyxy=(1063,1332,1286,1358)
separator xyxy=(1126,172,1222,173)
masthead xyxy=(32,61,272,117)
column-2 xyxy=(289,61,528,2292)
section-title: Conrad Gerlling's Singular Fate. xyxy=(840,785,999,798)
article-body: The $20,000 water-works bonds voted by the city of Attica, Kan., and sold to the Springfield Safety Deposit Company, were declared void by Judge Williams in the Federal Court at Wichita. The bondholders brought suit to recover the full amount, with interest, but it was found that the bonds were irregularly issued and that the money realized from their sale was sunk in some sugar refinery scheme. xyxy=(32,1759,272,1890)
